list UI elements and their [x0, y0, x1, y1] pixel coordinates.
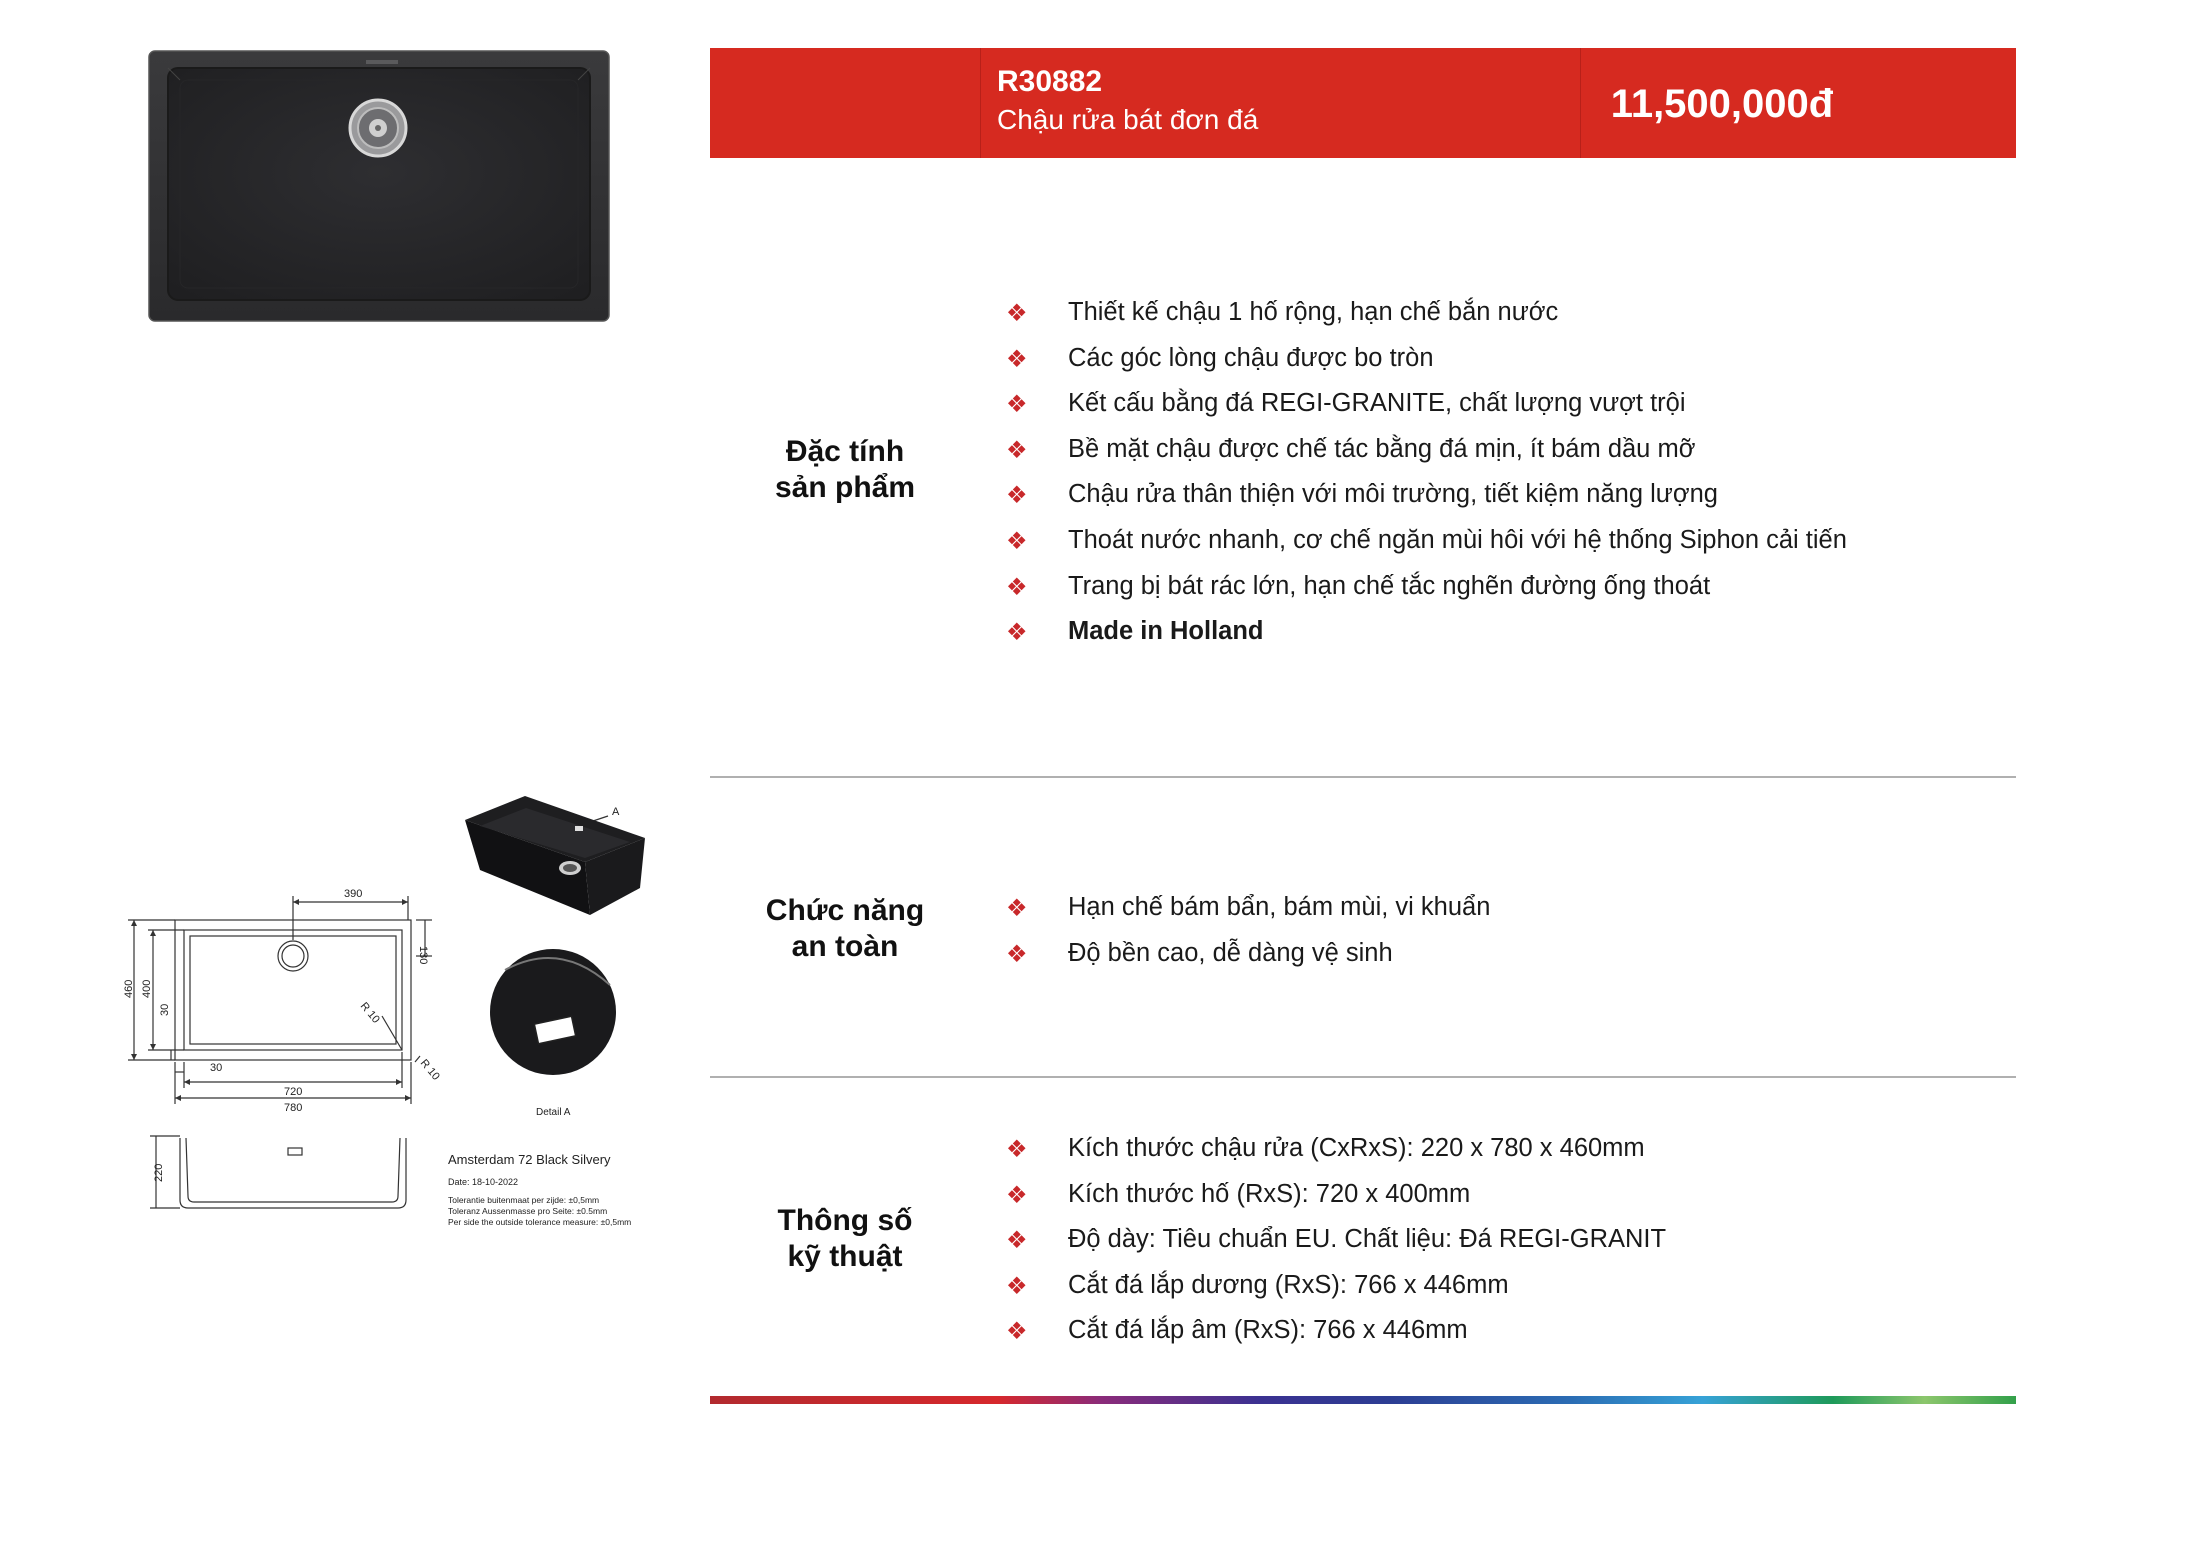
dim-30-left: 30 [159, 1003, 171, 1016]
bullet-icon: ❖ [1006, 1318, 1028, 1346]
dim-400: 400 [141, 979, 153, 998]
bullet-icon: ❖ [1006, 1272, 1028, 1300]
dim-780: 780 [284, 1102, 303, 1114]
detail-a-label: Detail A [536, 1107, 571, 1118]
radius-outer: R 10 [417, 1057, 442, 1083]
bullet-icon: ❖ [1006, 573, 1028, 601]
bullet-icon: ❖ [1006, 1136, 1028, 1163]
tolerance-en: Per side the outside tolerance measure: ±0,5mm [448, 1217, 632, 1227]
technical-drawing [120, 780, 700, 1250]
specs-title-line2: kỹ thuật [787, 1240, 903, 1273]
drawing-date: Date: 18-10-2022 [448, 1177, 519, 1187]
bullet-icon: ❖ [1006, 1227, 1028, 1255]
bullet-icon: ❖ [1006, 391, 1028, 419]
product-header [710, 48, 2016, 158]
specs-title [710, 1203, 980, 1275]
product-photo [148, 50, 610, 322]
bullet-icon: ❖ [1006, 619, 1028, 647]
dim-460: 460 [123, 979, 135, 998]
dim-390: 390 [344, 888, 363, 900]
dim-30-bottom: 30 [210, 1062, 223, 1074]
tolerance-de: Toleranz Aussenmasse pro Seite: ±0.5mm [448, 1206, 608, 1216]
label-a: A [612, 806, 620, 818]
bullet-icon: ❖ [1006, 436, 1028, 464]
bullet-icon: ❖ [1006, 482, 1028, 510]
section-divider [710, 1076, 2016, 1078]
features-title [710, 434, 980, 506]
safety-title-line1: Chức năng [765, 894, 925, 927]
product-name: Chậu rửa bát đơn đá [997, 104, 1259, 135]
product-code: R30882 [997, 65, 1103, 98]
section-divider [710, 776, 2016, 778]
dim-720: 720 [284, 1086, 303, 1098]
dim-130: 130 [417, 946, 429, 965]
safety-title [710, 893, 980, 965]
features-title-line2: sản phẩm [774, 471, 916, 504]
brand-gradient-bar [710, 1396, 2016, 1404]
dim-220: 220 [153, 1163, 165, 1182]
header-divider [980, 48, 981, 158]
bullet-icon: ❖ [1006, 300, 1028, 327]
features-title-line1: Đặc tính [785, 435, 905, 468]
radius-inner: R 10 [357, 1000, 382, 1026]
model-name: Amsterdam 72 Black Silvery [448, 1152, 611, 1167]
header-divider [1580, 48, 1581, 158]
tolerance-nl: Tolerantie buitenmaat per zijde: ±0,5mm [448, 1195, 600, 1205]
bullet-icon: ❖ [1006, 527, 1028, 555]
bullet-icon: ❖ [1006, 1181, 1028, 1209]
bullet-icon: ❖ [1006, 895, 1028, 922]
specs-title-line1: Thông số [777, 1204, 913, 1237]
safety-title-line2: an toàn [791, 930, 899, 963]
product-price: 11,500,000đ [1610, 82, 1834, 126]
bullet-icon: ❖ [1006, 940, 1028, 968]
bullet-icon: ❖ [1006, 345, 1028, 373]
